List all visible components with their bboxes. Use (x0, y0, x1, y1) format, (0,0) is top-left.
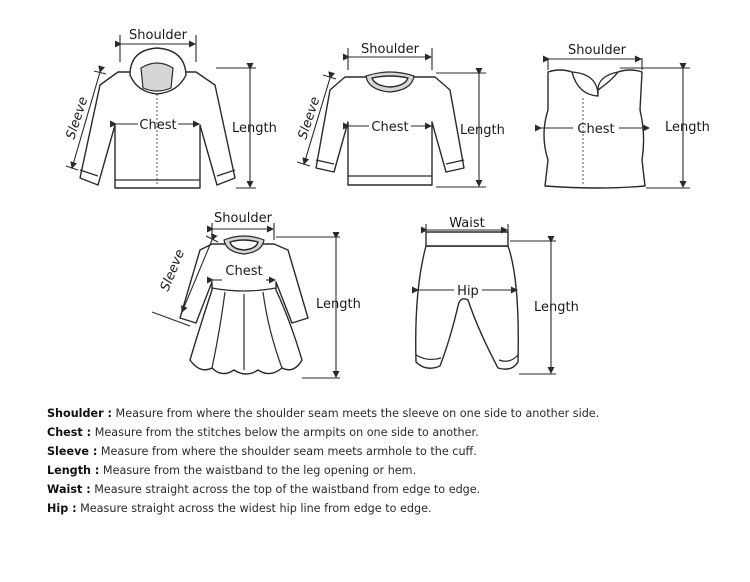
sweatshirt-length-label: Length (460, 123, 505, 138)
pants-figure (416, 216, 579, 374)
definition-text: Measure from where the shoulder seam meets the sleeve on one side to another side. (112, 407, 600, 420)
dress-figure (152, 211, 361, 378)
definition-waist (47, 480, 727, 499)
definition-text: Measure from where the shoulder seam meets armhole to the cuff. (97, 445, 477, 458)
definition-term: Length : (47, 464, 100, 477)
definition-sleeve (47, 442, 727, 461)
definition-term: Sleeve : (47, 445, 98, 458)
definition-chest (47, 423, 727, 442)
hoodie-length-label: Length (232, 121, 277, 136)
dress-sleeve-label: Sleeve (157, 247, 189, 294)
definition-text: Measure straight across the widest hip line from edge to edge. (76, 502, 432, 515)
dress-shoulder-label: Shoulder (214, 211, 272, 226)
definition-term: Chest : (47, 426, 92, 439)
definition-text: Measure straight across the top of the waistband from edge to edge. (90, 483, 481, 496)
pants-length-label: Length (534, 300, 579, 315)
sweatshirt-chest-label: Chest (371, 120, 409, 135)
definition-term: Hip : (47, 502, 77, 515)
definition-text: Measure from the waistband to the leg opening or hem. (99, 464, 417, 477)
hoodie-chest-label: Chest (139, 118, 177, 133)
definition-hip (47, 499, 727, 518)
vest-shoulder-label: Shoulder (568, 43, 626, 58)
hoodie-sleeve-label: Sleeve (63, 95, 92, 142)
pants-waist-label: Waist (449, 216, 485, 231)
hoodie-figure (64, 28, 277, 188)
vest-chest-label: Chest (577, 122, 615, 137)
sweatshirt-shoulder-label: Shoulder (361, 42, 419, 57)
dress-chest-label: Chest (225, 264, 263, 279)
vest-figure (541, 43, 710, 188)
measurement-definitions (47, 404, 727, 518)
definition-term: Shoulder : (47, 407, 112, 420)
pants-hip-label: Hip (457, 284, 479, 299)
definition-term: Waist : (47, 483, 91, 496)
definition-text: Measure from the stitches below the armpits on one side to another. (91, 426, 479, 439)
hoodie-shoulder-label: Shoulder (129, 28, 187, 43)
sweatshirt-figure (296, 42, 505, 187)
definition-length (47, 461, 727, 480)
sweatshirt-sleeve-label: Sleeve (295, 95, 324, 142)
definition-shoulder (47, 404, 727, 423)
vest-length-label: Length (665, 120, 710, 135)
dress-length-label: Length (316, 297, 361, 312)
